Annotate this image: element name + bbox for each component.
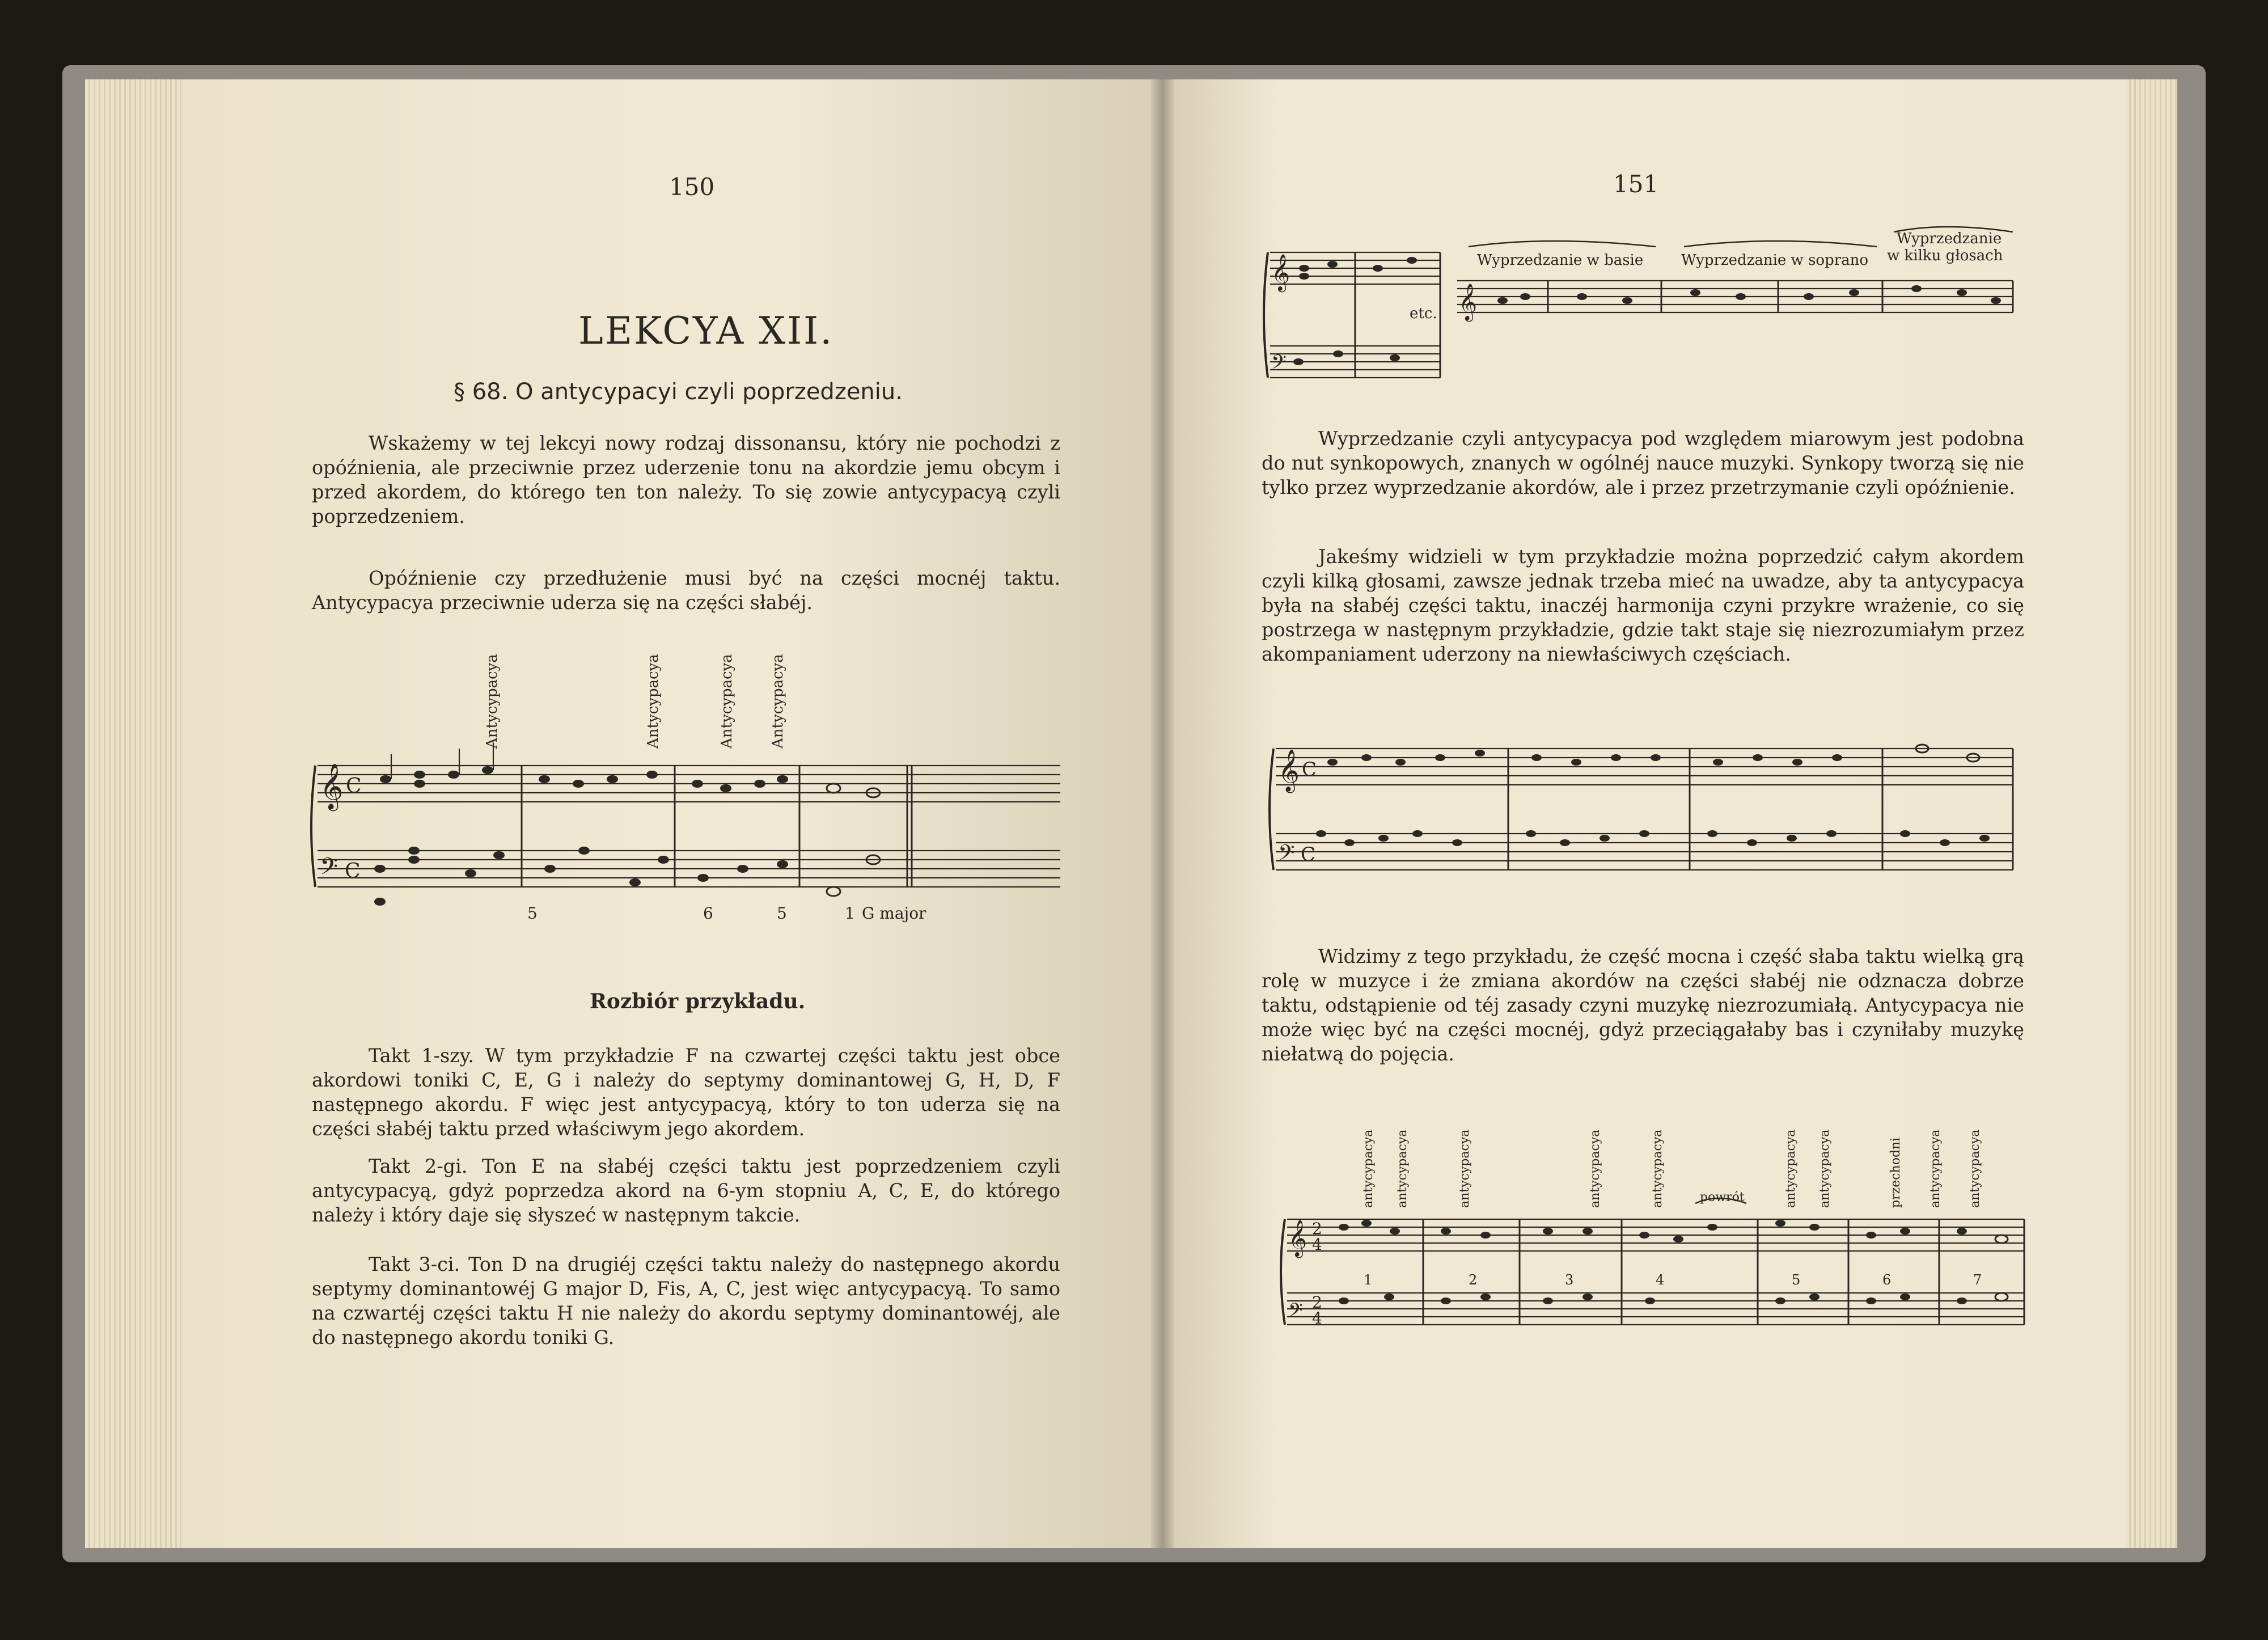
bass-notes xyxy=(374,847,880,906)
analysis-paragraph-1: Takt 1-szy. W tym przykładzie F na czwartej części taktu jest obce akordowi toniki C, E, G i należy do septymy dominantowej G, H, D, F następnego akordu. F więc jest antycypacyą, który to ton uderza się na części słabéj taktu przed właściwym jego akordem. xyxy=(312,1045,1060,1140)
label-several: Wyprzedzanie xyxy=(1897,230,2002,247)
measure-4: 4 xyxy=(1656,1272,1665,1288)
right-paragraph-1: Wyprzedzanie czyli antycypacya pod względem miarowym jest podobna do nut synkopowych, znanych w ogólnéj nauce muzyki. Synkopy tworzą się nie tylko przez wyprzedzanie akordów, ale i przez przetrzymanie czyli opóźnienie. xyxy=(1262,428,2024,498)
measure-5: 5 xyxy=(1792,1272,1801,1288)
lesson-title: LEKCYA XII. xyxy=(578,309,834,353)
svg-text:𝄢: 𝄢 xyxy=(1288,1300,1303,1326)
svg-text:𝄞: 𝄞 xyxy=(1458,284,1478,320)
time-sig-top-bass: 2 xyxy=(1312,1293,1322,1312)
label-soprano: Wyprzedzanie w soprano xyxy=(1681,252,1869,269)
page-number-left: 150 xyxy=(669,173,715,201)
time-sig-bottom-bass: 4 xyxy=(1312,1309,1322,1328)
label-antycypacya-6: antycypacya xyxy=(1784,1129,1798,1208)
time-sig-bottom: 4 xyxy=(1312,1235,1322,1254)
label-antycypacya-5: antycypacya xyxy=(1651,1129,1665,1208)
svg-text:C: C xyxy=(345,860,361,883)
measure-7: 7 xyxy=(1973,1272,1982,1288)
svg-text:𝄢: 𝄢 xyxy=(1278,840,1295,870)
figure-1: 1 xyxy=(845,904,855,923)
music-example-top xyxy=(1264,224,2024,394)
key-label: G major xyxy=(862,904,926,923)
label-several-2: w kilku głosach xyxy=(1887,247,2003,264)
bass-staff xyxy=(318,851,1060,887)
right-paragraph-2: Jakeśmy widzieli w tym przykładzie można poprzedzić całym akordem czyli kilką głosami, zawsze jednak trzeba mieć na uwadze, aby ta antycypacya była na słabéj części taktu, inaczéj harmonija czyni przykre wrażenie, co się postrzega w następnym przykładzie, gdzie takt staje się niezrozumiałym przez akompaniament uderzony na niewłaściwych częściach. xyxy=(1262,546,2024,665)
time-sig-top: 2 xyxy=(1312,1219,1322,1238)
anticipation-label-2: Antycypacya xyxy=(645,654,662,749)
measure-1: 1 xyxy=(1364,1272,1373,1288)
etc-label: etc. xyxy=(1410,305,1437,322)
anticipation-label-1: Antycypacya xyxy=(484,654,501,749)
label-antycypacya-8: antycypacya xyxy=(1928,1129,1943,1208)
label-antycypacya-1: antycypacya xyxy=(1361,1129,1376,1208)
svg-text:C: C xyxy=(346,775,362,798)
label-antycypacya-7: antycypacya xyxy=(1818,1129,1832,1208)
music-example-3 xyxy=(1281,1123,2030,1350)
measure-6: 6 xyxy=(1882,1272,1892,1288)
anticipation-label-4: Antycypacya xyxy=(769,654,786,749)
svg-text:𝄞: 𝄞 xyxy=(1288,1220,1308,1257)
intro-paragraph: Wskażemy w tej lekcyi nowy rodzaj dissonansu, który nie pochodzi z opóźnienia, ale przeciwnie przez uderzenie tonu na akordzie jemu obcym i przed akordem, do którego ten ton należy. To się zowie antycypacyą czyli poprzedzeniem. xyxy=(312,432,1060,527)
svg-text:𝄞: 𝄞 xyxy=(320,763,344,809)
label-przechodni: przechodni xyxy=(1889,1137,1903,1208)
label-antycypacya-9: antycypacya xyxy=(1968,1129,1982,1208)
analysis-paragraph-2: Takt 2-gi. Ton E na słabéj części taktu jest poprzedzeniem czyli antycypacyą, gdyż poprzedza akord na 6-ym stopniu A, C, E, do którego należy i który daje się słyszeć w następnym takcie. xyxy=(312,1155,1060,1226)
svg-text:𝄢: 𝄢 xyxy=(320,853,338,886)
music-example-2 xyxy=(1270,732,2019,896)
figure-6: 6 xyxy=(703,904,713,923)
treble-staff xyxy=(318,766,1060,802)
svg-text:C: C xyxy=(1301,843,1316,866)
label-bass: Wyprzedzanie w basie xyxy=(1477,252,1644,269)
label-antycypacya-3: antycypacya xyxy=(1458,1129,1472,1208)
figure-5: 5 xyxy=(527,904,538,923)
measure-2: 2 xyxy=(1469,1272,1478,1288)
page-number-right: 151 xyxy=(1613,170,1659,198)
anticipation-label-3: Antycypacya xyxy=(718,654,735,749)
analysis-paragraph-3: Takt 3-ci. Ton D na drugiéj części taktu należy do następnego akordu septymy dominantowéj G major D, Fis, A, C, jest więc antycypacyą. To samo na czwartéj części taktu H nie należy do akordu septymy dominantowéj, ale do następnego akordu toniki G. xyxy=(312,1253,1060,1349)
svg-text:C: C xyxy=(1302,758,1317,781)
right-paragraph-3: Widzimy z tego przykładu, że część mocna i część słaba taktu wielką grą rolę w muzyce i że zmiana akordów na części słabéj nie odznacza dobrze taktu, odstąpienie od téj zasady czyni muzykę niezrozumiałą. Antycypacya nie może więc być na części mocnéj, gdyż przeciągałaby bas i czyniłaby muzykę niełatwą do pojęcia. xyxy=(1262,945,2024,1065)
svg-text:𝄞: 𝄞 xyxy=(1271,254,1290,291)
book-gutter xyxy=(1151,79,1174,1548)
treble-notes xyxy=(380,743,880,797)
label-antycypacya-2: antycypacya xyxy=(1395,1129,1410,1208)
music-example-1 xyxy=(312,654,1060,936)
label-antycypacya-4: antycypacya xyxy=(1588,1129,1602,1208)
svg-text:𝄞: 𝄞 xyxy=(1278,750,1300,792)
analysis-heading: Rozbiór przykładu. xyxy=(590,990,806,1013)
svg-text:𝄢: 𝄢 xyxy=(1271,350,1287,378)
powrot-label: powrót xyxy=(1700,1190,1745,1204)
measure-3: 3 xyxy=(1565,1272,1574,1288)
intro-paragraph-2: Opóźnienie czy przedłużenie musi być na części mocnéj taktu. Antycypacya przeciwnie uderza się na części słabéj. xyxy=(312,567,1060,614)
section-heading: § 68. O antycypacyi czyli poprzedzeniu. xyxy=(454,379,903,405)
figure-5b: 5 xyxy=(777,904,787,923)
